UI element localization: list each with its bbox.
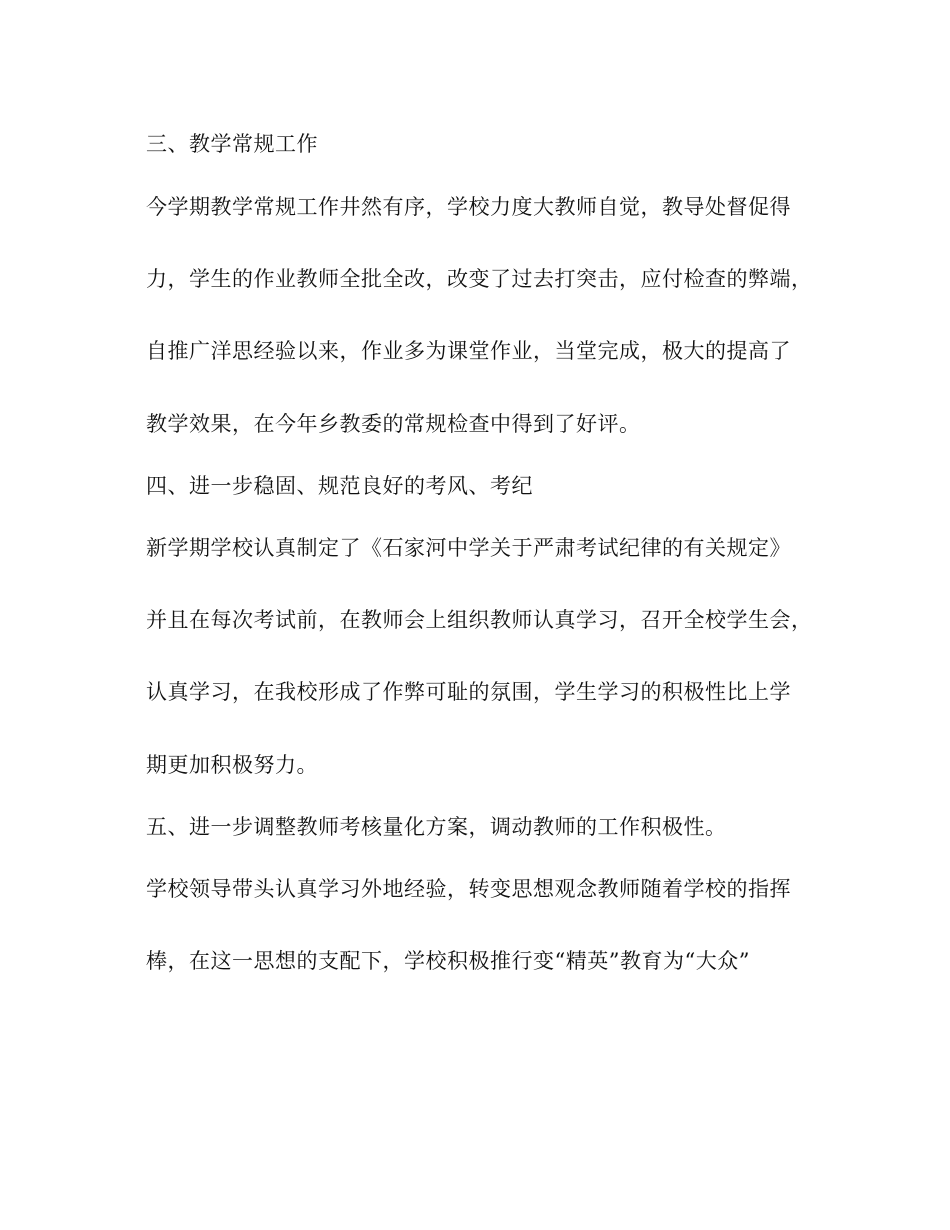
paragraph-line: 力，学生的作业教师全批全改，改变了过去打突击，应付检查的弊端， — [146, 267, 813, 291]
paragraph-line: 新学期学校认真制定了《石家河中学关于严肃考试纪律的有关规定》 — [146, 536, 791, 560]
paragraph-line: 教学效果，在今年乡教委的常规检查中得到了好评。 — [146, 412, 641, 436]
section-heading-4: 四、进一步稳固、规范良好的考风、考纪 — [146, 474, 533, 498]
paragraph-line: 认真学习，在我校形成了作弊可耻的氛围，学生学习的积极性比上学 — [146, 680, 791, 704]
section-heading-5: 五、进一步调整教师考核量化方案，调动教师的工作积极性。 — [146, 815, 727, 839]
paragraph-line: 并且在每次考试前，在教师会上组织教师认真学习，召开全校学生会， — [146, 608, 813, 632]
paragraph-line: 棒，在这一思想的支配下，学校积极推行变“精英”教育为“大众” — [146, 949, 750, 973]
paragraph-line: 今学期教学常规工作井然有序，学校力度大教师自觉，教导处督促得 — [146, 195, 791, 219]
paragraph-line: 期更加积极努力。 — [146, 753, 318, 777]
paragraph-line: 学校领导带头认真学习外地经验，转变思想观念教师随着学校的指挥 — [146, 877, 791, 901]
paragraph-line: 自推广洋思经验以来，作业多为课堂作业，当堂完成，极大的提高了 — [146, 339, 791, 363]
section-heading-3: 三、教学常规工作 — [146, 132, 318, 156]
